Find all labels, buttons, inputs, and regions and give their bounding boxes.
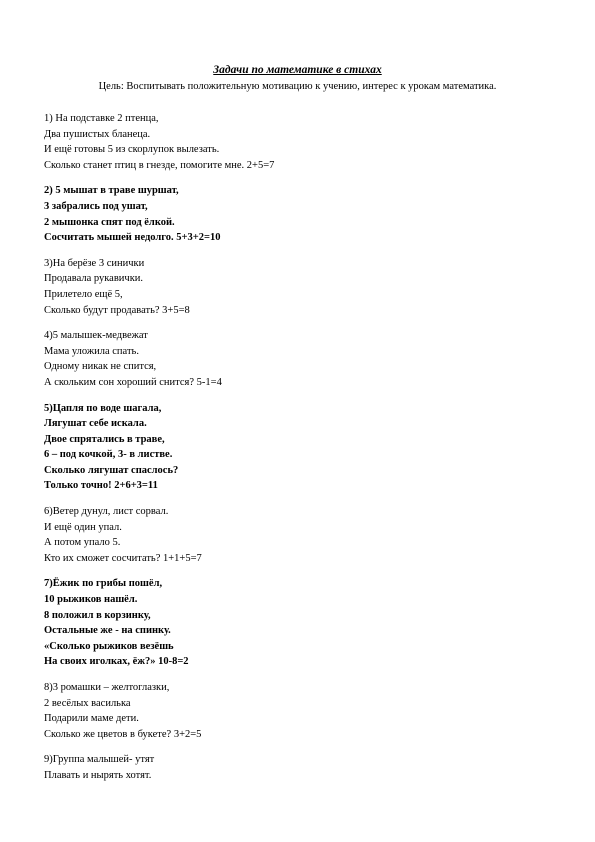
task-line: Сколько будут продавать? 3+5=8	[44, 304, 190, 316]
task-5	[44, 401, 564, 495]
task-line: Мама уложила спать.	[44, 345, 139, 357]
task-line: И ещё один упал.	[44, 521, 122, 533]
task-line: 3)На берёзе 3 синички	[44, 257, 145, 269]
document-goal: Цель: Воспитывать положительную мотивацию к учению, интерес к урокам математика.	[98, 81, 497, 92]
task-line: 2 весёлых василька	[44, 697, 131, 709]
task-1	[44, 111, 564, 173]
task-line: Плавать и нырять хотят.	[44, 769, 152, 781]
task-line: Подарили маме дети.	[44, 713, 139, 725]
task-line: Сосчитать мышей недолго. 5+3+2=10	[44, 232, 221, 244]
task-line: 2 мышонка спят под ёлкой.	[44, 216, 175, 228]
task-line: 6 – под кочкой, 3- в листве.	[44, 449, 173, 461]
task-line: Продавала рукавички.	[44, 273, 144, 285]
task-line: Сколько станет птиц в гнезде, помогите мне. 2+5=7	[44, 159, 275, 171]
task-line: Кто их сможет сосчитать? 1+1+5=7	[44, 552, 202, 564]
task-line: 3 забрались под ушат,	[44, 200, 148, 212]
task-3	[44, 256, 564, 318]
task-list	[44, 111, 564, 794]
task-line: Двое спрятались в траве,	[44, 433, 165, 445]
task-line: Прилетело ещё 5,	[44, 288, 123, 300]
task-line: Сколько же цветов в букете? 3+2=5	[44, 728, 202, 740]
task-4	[44, 328, 564, 390]
task-line: А скольким сон хороший снится? 5-1=4	[44, 376, 222, 388]
task-line: И ещё готовы 5 из скорлупок вылезать.	[44, 144, 220, 156]
task-line: 5)Цапля по воде шагала,	[44, 402, 162, 414]
task-line: 1) На подставке 2 птенца,	[44, 113, 159, 124]
task-line: 7)Ёжик по грибы пошёл,	[44, 578, 163, 590]
task-6	[44, 504, 564, 566]
task-line: На своих иголках, ёж?» 10-8=2	[44, 656, 189, 668]
task-9	[44, 752, 564, 783]
task-line: «Сколько рыжиков везёшь	[44, 640, 174, 652]
task-line: Только точно! 2+6+3=11	[44, 480, 158, 492]
task-8	[44, 680, 564, 742]
task-line: Сколько лягушат спаслось?	[44, 464, 179, 476]
task-line: 10 рыжиков нашёл.	[44, 594, 138, 606]
task-line: 8)3 ромашки – желтоглазки,	[44, 682, 170, 693]
task-line: 6)Ветер дунул, лист сорвал.	[44, 506, 169, 518]
task-line: 2) 5 мышат в траве шуршат,	[44, 185, 179, 197]
task-line: Лягушат себе искала.	[44, 418, 147, 430]
document-title: Задачи по математике в стихах	[213, 64, 382, 76]
task-line: А потом упало 5.	[44, 537, 121, 549]
task-line: 9)Группа малышей- утят	[44, 754, 155, 766]
task-line: 8 положил в корзинку,	[44, 609, 151, 621]
task-2	[44, 183, 564, 245]
task-line: Остальные же - на спинку.	[44, 625, 171, 637]
task-7	[44, 576, 564, 670]
task-line: Два пушистых бланеца.	[44, 128, 151, 140]
task-line: 4)5 малышек-медвежат	[44, 330, 148, 342]
task-line: Одному никак не спится,	[44, 361, 157, 373]
